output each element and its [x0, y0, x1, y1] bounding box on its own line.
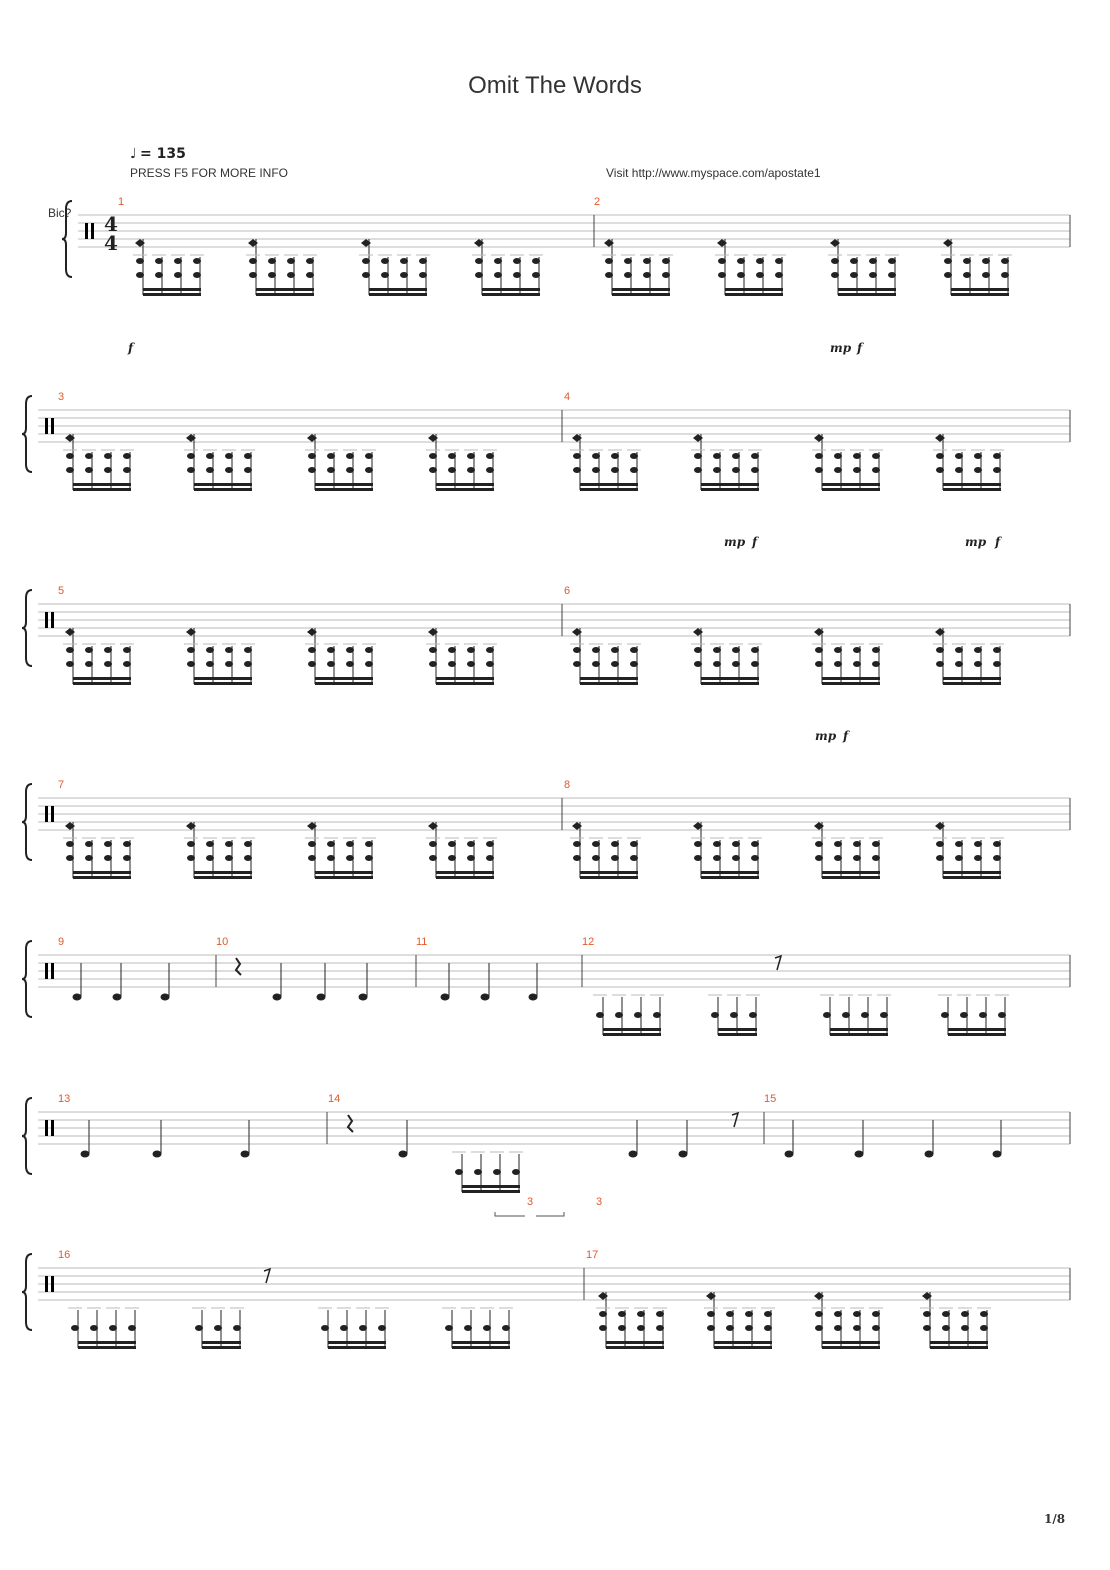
beam — [315, 876, 373, 879]
percussion-clef-bar — [51, 418, 54, 434]
beam — [315, 871, 373, 874]
system-brace — [22, 1254, 32, 1330]
measure-number: 3 — [58, 391, 65, 403]
measure-number: 17 — [586, 1249, 599, 1261]
beam — [194, 871, 252, 874]
beam — [482, 288, 540, 291]
percussion-clef-bar — [85, 223, 88, 239]
beam — [315, 488, 373, 491]
beam — [603, 1033, 661, 1036]
beam — [73, 871, 131, 874]
beam — [194, 682, 252, 685]
system-brace — [22, 1098, 32, 1174]
quarter-note-icon: ♩ — [130, 146, 137, 162]
beam — [948, 1033, 1006, 1036]
beam — [943, 483, 1001, 486]
beam — [194, 483, 252, 486]
beam — [612, 288, 670, 291]
system-brace — [22, 941, 32, 1017]
beam — [943, 488, 1001, 491]
measure-number: 2 — [594, 196, 601, 208]
beam — [725, 293, 783, 296]
measure-number: 13 — [58, 1093, 71, 1105]
percussion-clef-bar — [51, 963, 54, 979]
beam — [725, 288, 783, 291]
beam — [701, 871, 759, 874]
tempo-value: = 135 — [140, 146, 186, 162]
beam — [948, 1028, 1006, 1031]
beam — [838, 293, 896, 296]
beam — [701, 488, 759, 491]
beam — [78, 1341, 136, 1344]
drum-notehead — [785, 1151, 794, 1158]
beam — [822, 876, 880, 879]
beam — [73, 483, 131, 486]
beam — [202, 1341, 241, 1344]
beam — [838, 288, 896, 291]
beam — [822, 488, 880, 491]
beam — [603, 1028, 661, 1031]
beam — [256, 293, 314, 296]
measure-number: 12 — [582, 936, 595, 948]
beam — [462, 1190, 520, 1193]
measure-number: 16 — [58, 1249, 71, 1261]
beam — [822, 871, 880, 874]
beam — [78, 1346, 136, 1349]
beam — [943, 876, 1001, 879]
tuplet-number: 3 — [527, 1196, 534, 1208]
measure-number: 7 — [58, 779, 65, 791]
beam — [580, 677, 638, 680]
header-link-text[interactable]: Visit http://www.myspace.com/apostate1 — [606, 166, 821, 180]
beam — [436, 488, 494, 491]
dynamic-marking: f — [843, 729, 849, 743]
beam — [822, 1346, 880, 1349]
beam — [202, 1346, 241, 1349]
dynamic-marking: mp — [724, 535, 746, 549]
beam — [436, 876, 494, 879]
beam — [369, 293, 427, 296]
beam — [612, 293, 670, 296]
beam — [718, 1033, 757, 1036]
beam — [436, 483, 494, 486]
percussion-clef-bar — [91, 223, 94, 239]
beam — [143, 288, 201, 291]
drum-notehead — [399, 1151, 408, 1158]
beam — [930, 1346, 988, 1349]
system-brace — [22, 590, 32, 666]
beam — [943, 871, 1001, 874]
beam — [369, 288, 427, 291]
percussion-clef-bar — [51, 806, 54, 822]
percussion-clef-bar — [45, 612, 48, 628]
beam — [73, 677, 131, 680]
beam — [822, 677, 880, 680]
percussion-clef-bar — [45, 1276, 48, 1292]
beam — [73, 682, 131, 685]
time-signature-bottom: 4 — [104, 231, 118, 255]
beam — [315, 682, 373, 685]
drum-notehead — [529, 994, 538, 1001]
drum-notehead — [855, 1151, 864, 1158]
beam — [822, 483, 880, 486]
beam — [194, 677, 252, 680]
drum-notehead — [241, 1151, 250, 1158]
quarter-rest — [236, 958, 241, 975]
system-brace — [22, 784, 32, 860]
drum-notehead — [81, 1151, 90, 1158]
header-info-text: PRESS F5 FOR MORE INFO — [130, 166, 289, 180]
beam — [256, 288, 314, 291]
tuplet-number: 3 — [596, 1196, 603, 1208]
beam — [718, 1028, 757, 1031]
beam — [943, 677, 1001, 680]
beam — [452, 1346, 510, 1349]
measure-number: 8 — [564, 779, 571, 791]
beam — [606, 1346, 664, 1349]
percussion-clef-bar — [45, 1120, 48, 1136]
beam — [436, 871, 494, 874]
measure-number: 4 — [564, 391, 571, 403]
beam — [580, 876, 638, 879]
score-title: Omit The Words — [468, 72, 642, 99]
percussion-clef-bar — [51, 1276, 54, 1292]
beam — [830, 1033, 888, 1036]
beam — [328, 1346, 386, 1349]
drum-notehead — [441, 994, 450, 1001]
drum-notehead — [317, 994, 326, 1001]
beam — [714, 1341, 772, 1344]
beam — [482, 293, 540, 296]
system-brace — [62, 201, 72, 277]
tuplet-bracket — [495, 1212, 564, 1216]
percussion-clef-bar — [45, 418, 48, 434]
beam — [701, 483, 759, 486]
drum-notehead — [359, 994, 368, 1001]
measure-number: 11 — [416, 936, 428, 948]
beam — [194, 488, 252, 491]
beam — [951, 293, 1009, 296]
dynamic-marking: mp — [815, 729, 837, 743]
drum-notehead — [481, 994, 490, 1001]
beam — [143, 293, 201, 296]
drum-notehead — [679, 1151, 688, 1158]
beam — [714, 1346, 772, 1349]
dynamic-marking: f — [995, 535, 1001, 549]
percussion-clef-bar — [51, 1120, 54, 1136]
measure-number: 15 — [764, 1093, 777, 1105]
drum-notehead — [993, 1151, 1002, 1158]
beam — [701, 876, 759, 879]
dynamic-marking: mp — [830, 341, 852, 355]
percussion-clef-bar — [45, 963, 48, 979]
beam — [462, 1185, 520, 1188]
measure-number: 10 — [216, 936, 229, 948]
percussion-clef-bar — [45, 806, 48, 822]
beam — [580, 682, 638, 685]
instrument-name: Bic? — [48, 206, 72, 220]
page-number: 1/8 — [1044, 1512, 1066, 1526]
beam — [930, 1341, 988, 1344]
dynamic-marking: f — [752, 535, 758, 549]
beam — [73, 488, 131, 491]
drum-notehead — [273, 994, 282, 1001]
dynamic-marking: f — [857, 341, 863, 355]
measure-number: 6 — [564, 585, 571, 597]
drum-notehead — [161, 994, 170, 1001]
measure-number: 9 — [58, 936, 65, 948]
quarter-rest — [348, 1115, 353, 1132]
beam — [830, 1028, 888, 1031]
beam — [580, 488, 638, 491]
beam — [606, 1341, 664, 1344]
drum-notehead — [629, 1151, 638, 1158]
beam — [580, 871, 638, 874]
measure-number: 14 — [328, 1093, 341, 1105]
system-brace — [22, 396, 32, 472]
beam — [315, 483, 373, 486]
beam — [452, 1341, 510, 1344]
beam — [194, 876, 252, 879]
beam — [436, 682, 494, 685]
beam — [73, 876, 131, 879]
dynamic-marking: f — [128, 341, 134, 355]
beam — [315, 677, 373, 680]
drum-notehead — [73, 994, 82, 1001]
measure-number: 5 — [58, 585, 65, 597]
beam — [943, 682, 1001, 685]
beam — [701, 677, 759, 680]
drum-notehead — [925, 1151, 934, 1158]
percussion-clef-bar — [51, 612, 54, 628]
beam — [822, 682, 880, 685]
beam — [822, 1341, 880, 1344]
beam — [436, 677, 494, 680]
beam — [580, 483, 638, 486]
drum-notehead — [153, 1151, 162, 1158]
beam — [701, 682, 759, 685]
beam — [951, 288, 1009, 291]
drum-notehead — [113, 994, 122, 1001]
beam — [328, 1341, 386, 1344]
dynamic-marking: mp — [965, 535, 987, 549]
measure-number: 1 — [118, 196, 125, 208]
time-signature-top: 4 — [104, 212, 118, 236]
